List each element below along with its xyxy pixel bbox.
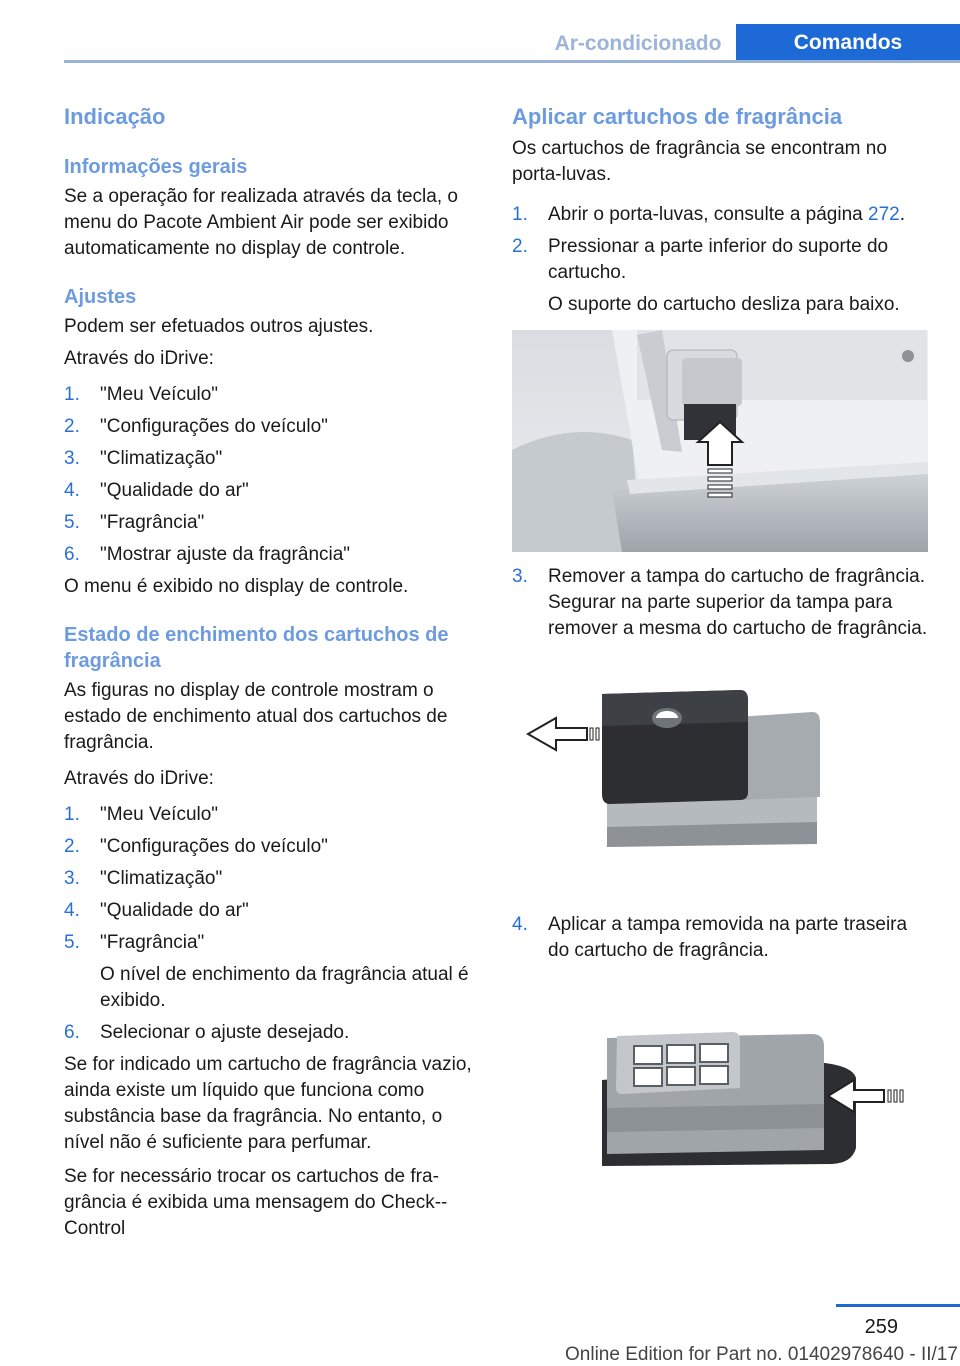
list-item: 1. Abrir o porta-luvas, consulte a página 272. [512,204,905,225]
subheading-general: Informações gerais [64,156,248,178]
fill-steps [64,802,484,1046]
settings-after: O menu é exibido no display de controle. [64,576,409,597]
apply-steps-2 [512,564,932,642]
list-item-subtext: O nível de enchimento da fragrância atual é exibido. [100,964,469,1011]
list-item: 4. "Qualidade do ar" [64,900,249,921]
list-item: 3. "Climatização" [64,868,223,889]
list-item: 2. "Configurações do veículo" [64,416,328,437]
page-link[interactable]: 272 [868,204,900,225]
header-chapter-tab[interactable]: Comandos [736,24,960,63]
apply-steps-3 [512,912,932,964]
edition-note: Online Edition for Part no. 01402978640 - II/17 [565,1344,958,1365]
settings-steps [64,382,484,568]
list-item: 4. Aplicar a tampa removida na parte traseira do cartucho de fragrância. [512,914,908,961]
subheading-fill-state: Estado de enchimento dos cartuchos de fragrância [64,624,449,672]
section-title-indicacao: Indicação [64,104,166,129]
list-item: 5. "Fragrância" [64,512,205,533]
fill-after-1: Se for indicado um cartucho de fragrância vazio, ainda existe um líquido que funciona como substância base da fragrância. No entanto, o nível não é suficiente para perfumar. [64,1054,472,1153]
list-item: 6. Selecionar o ajuste desejado. [64,1022,350,1043]
list-item: 1. "Meu Veículo" [64,384,219,405]
cartridge-cap-removal-illustration [512,682,928,872]
fill-after-2: Se for necessário trocar os cartuchos de fragrância é exibida uma mensagem do Check-Control [64,1166,448,1239]
list-item: 2. Pressionar a parte inferior do suporte do cartucho. O suporte do cartucho desliza para baixo. [512,234,932,318]
list-item: 6. "Mostrar ajuste da fragrância" [64,544,351,565]
page-number: 259 [864,1316,898,1338]
intro-text: Os cartuchos de fragrância se encontram no porta-luvas. [512,138,887,185]
left-column [64,100,484,1242]
settings-text-2: Através do iDrive: [64,348,214,369]
apply-steps-1 [512,202,932,318]
right-column [512,100,932,1198]
list-item: 5. "Fragrância" O nível de enchimento da fragrância atual é exibido. [64,930,484,1014]
cartridge-cap-attach-illustration [512,1008,928,1198]
general-text: Se a operação for realizada através da tecla, o menu do Pacote Ambient Air pode ser exibido automaticamente no display de controle. [64,186,458,259]
subheading-settings: Ajustes [64,286,137,308]
list-item: 1. "Meu Veículo" [64,804,219,825]
list-item: 2. "Configurações do veículo" [64,836,328,857]
section-title-apply-cartridges: Aplicar cartuchos de fragrância [512,104,843,129]
list-item: 4. "Qualidade do ar" [64,480,249,501]
header-rule [64,60,960,63]
fill-text-2: Através do iDrive: [64,768,214,789]
header-section-title: Ar-condicionado [554,32,722,55]
list-item-subtext: O suporte do cartucho desliza para baixo. [548,294,900,315]
list-item: 3. Remover a tampa do cartucho de fragrância. Segurar na parte superior da tampa para remover a mesma do cartucho de fragrância. [512,566,928,639]
list-item: 3. "Climatização" [64,448,223,469]
fill-text-1: As figuras no display de controle mostram o estado de enchimento atual dos cartuchos de fragrância. [64,680,448,753]
footer-rule [836,1304,960,1307]
glovebox-illustration [512,330,928,552]
settings-text-1: Podem ser efetuados outros ajustes. [64,316,374,337]
